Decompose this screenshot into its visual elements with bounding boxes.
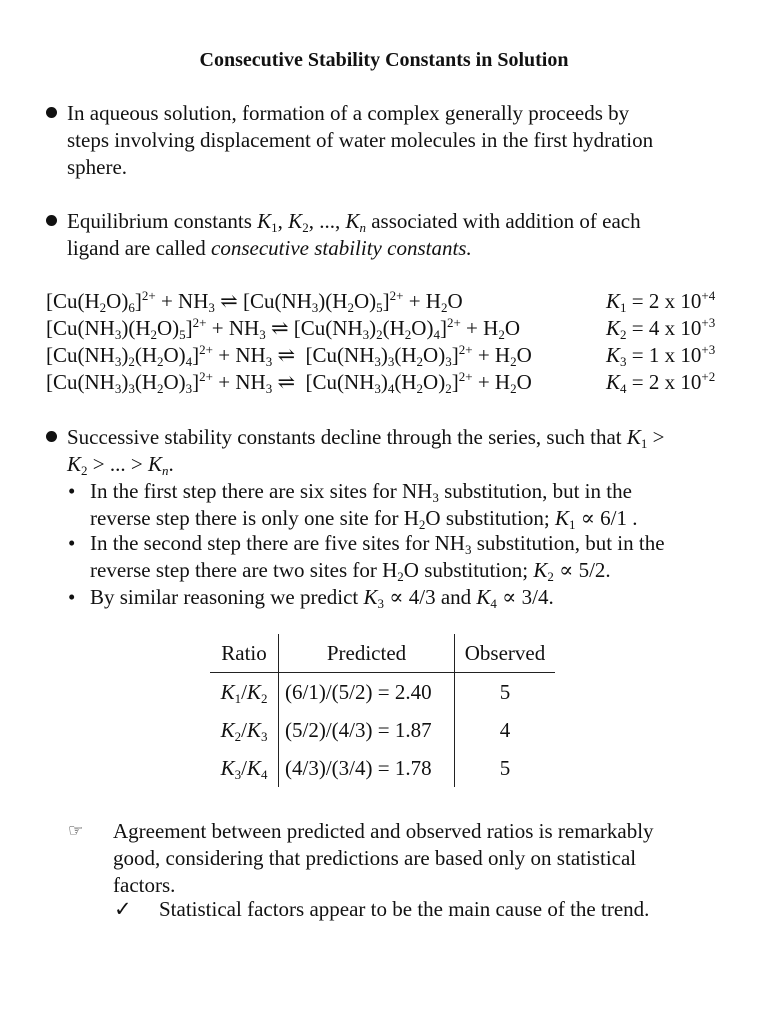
- bullet-dot-icon: [46, 215, 57, 226]
- observed-value: 4: [499, 717, 511, 742]
- note-line2: good, considering that predictions are based only on statistical: [113, 846, 637, 870]
- k4-value: $K_4 = 2$ x $10^{+2}$: [606, 369, 716, 396]
- header-ratio: Ratio: [210, 634, 279, 673]
- bullet-dot-icon: [46, 431, 57, 442]
- k1-value: $K_1 = 2$ x $10^{+4}$: [606, 288, 716, 315]
- page-title: Consecutive Stability Constants in Solution: [199, 49, 569, 71]
- ratio-k3-k4: $K_3/K_4$: [210, 749, 279, 787]
- equation-row-4: [46, 368, 736, 396]
- bullet1-line2: steps involving displacement of water molecules in the first hydration: [67, 128, 654, 152]
- bullet3-line1: Successive stability constants decline through the series, such that $K_1$ >: [67, 425, 665, 451]
- sub-bullet-dot-icon: •: [68, 585, 76, 609]
- equation-3: $[Cu(NH_3)_2(H_2O)_4]^{2+} + NH_3$ ⇌ $[Cu(NH_3)_3(H_2O)_3]^{2+} + H_2O$: [46, 342, 532, 369]
- ratio-k1-k2: $K_1/K_2$: [210, 673, 279, 712]
- bullet-dot-icon: [46, 107, 57, 118]
- equation-2: $[Cu(NH_3)(H_2O)_5]^{2+} + NH_3$ ⇌ $[Cu(NH_3)_2(H_2O)_4]^{2+} + H_2O$: [46, 315, 520, 342]
- note-line3: factors.: [113, 873, 176, 897]
- table-row: [210, 673, 555, 712]
- predicted-value: (4/3)/(3/4) = 1.78: [279, 749, 455, 787]
- sub-bullet-dot-icon: •: [68, 531, 76, 555]
- predicted-value: (5/2)/(4/3) = 1.87: [279, 711, 455, 749]
- check-mark-icon: ✓: [114, 897, 132, 921]
- sub-bullet-dot-icon: •: [68, 479, 76, 503]
- predicted-value: (6/1)/(5/2) = 2.40: [279, 673, 455, 712]
- k2-value: $K_2 = 4$ x $10^{+3}$: [606, 315, 716, 342]
- equation-1: $[Cu(H_2O)_6]^{2+} + NH_3$ ⇌ $[Cu(NH_3)(H_2O)_5]^{2+} + H_2O$: [46, 288, 463, 315]
- pointing-hand-icon: ☞: [68, 821, 84, 841]
- equation-row-3: [46, 341, 736, 369]
- document-page: Consecutive Stability Constants in Solution In aqueous solution, formation of a complex generally proceeds by steps involving displacement of water molecules in the first hydration sphere. Equilibrium constants $K_1$, $K_2$, ..., $K_n$ associated with addition of each ligand are called consecutive stability constants. $[Cu(H_2O)_6]^{2+} + NH_3$ ⇌ $[Cu(NH_3)(H_2O)_5]^{2+} + H_2O$ $K_1 = 2$ x $10^{+4}$ $[Cu(NH_3)(H_2O)_5]^{2+} + NH_3$ ⇌ $[Cu(NH_3)_2(H_2O)_4]^{2+} + H_2O$ $K_2 = 4$ x $10^{+3}$ $[Cu(NH_3)_2(H_2O)_4]^{2+} + NH_3$ ⇌ $[Cu(NH_3)_3(H_2O)_3]^{2+} + H_2O$ $K_3 = 1$ x $10^{+3}$ $[Cu(NH_3)_3(H_2O)_3]^{2+} + NH_3$ ⇌ $[Cu(NH_3)_4(H_2O)_2]^{2+} + H_2O$ $K_4 = 2$ x $10^{+2}$ Successive stability constants decline through the series, such that $K_1$ > $K_2$ > ... > $K_n$. • In the first step there are six sites for $NH_3$ substitution, but in the reverse step there is only one site for $H_2O$ substitution; $K_1 \propto 6/1$ . • In the second step there are five sites for $NH_3$ substitution, but in the reverse step there are two sites for $H_2O$ substitution; $K_2 \propto 5/2$. • By similar reasoning we predict $K_3 \propto 4/3$ and $K_4 \propto 3/4$. Ratio Predicted Observed $K_1/K_2$ (6/1)/(5/2) = 2.40 5 $K_2/K_3$ (5/2)/(4/3) = 1.87 4 $K_3/K_4$ (4/3)/(3/4) = 1.78 5 ☞ Agreement between predicted and observed ratios is remarkably good, considering that predictions are based only on statistical factors. ✓ Statistical factors appear to be the main cause of the trend.: [0, 0, 768, 1024]
- bullet1-line1: In aqueous solution, formation of a complex generally proceeds by: [67, 101, 630, 125]
- table-row: [210, 711, 555, 749]
- bullet2-line1: Equilibrium constants $K_1$, $K_2$, ..., $K_n$ associated with addition of each: [67, 209, 641, 235]
- ratio-k2-k3: $K_2/K_3$: [210, 711, 279, 749]
- equation-row-1: [46, 287, 736, 315]
- emphasis-text: consecutive stability constants.: [211, 236, 472, 260]
- observed-value: 5: [499, 755, 511, 780]
- observed-value: 5: [499, 679, 511, 704]
- bullet2-line2: ligand are called consecutive stability constants.: [67, 236, 472, 260]
- k3-value: $K_3 = 1$ x $10^{+3}$: [606, 342, 716, 369]
- conclusion-text: Statistical factors appear to be the main cause of the trend.: [159, 897, 650, 921]
- equation-4: $[Cu(NH_3)_3(H_2O)_3]^{2+} + NH_3$ ⇌ $[Cu(NH_3)_4(H_2O)_2]^{2+} + H_2O$: [46, 369, 532, 396]
- header-predicted: Predicted: [279, 634, 455, 673]
- header-observed: Observed: [455, 634, 556, 673]
- bullet3-line2: $K_2$ > ... > $K_n$.: [67, 452, 174, 478]
- note-line1: Agreement between predicted and observed ratios is remarkably: [113, 819, 654, 843]
- table-header-row: [210, 634, 555, 673]
- bullet1-line3: sphere.: [67, 155, 128, 179]
- ratio-table: [210, 634, 555, 787]
- equation-row-2: [46, 314, 736, 342]
- table-row: [210, 749, 555, 787]
